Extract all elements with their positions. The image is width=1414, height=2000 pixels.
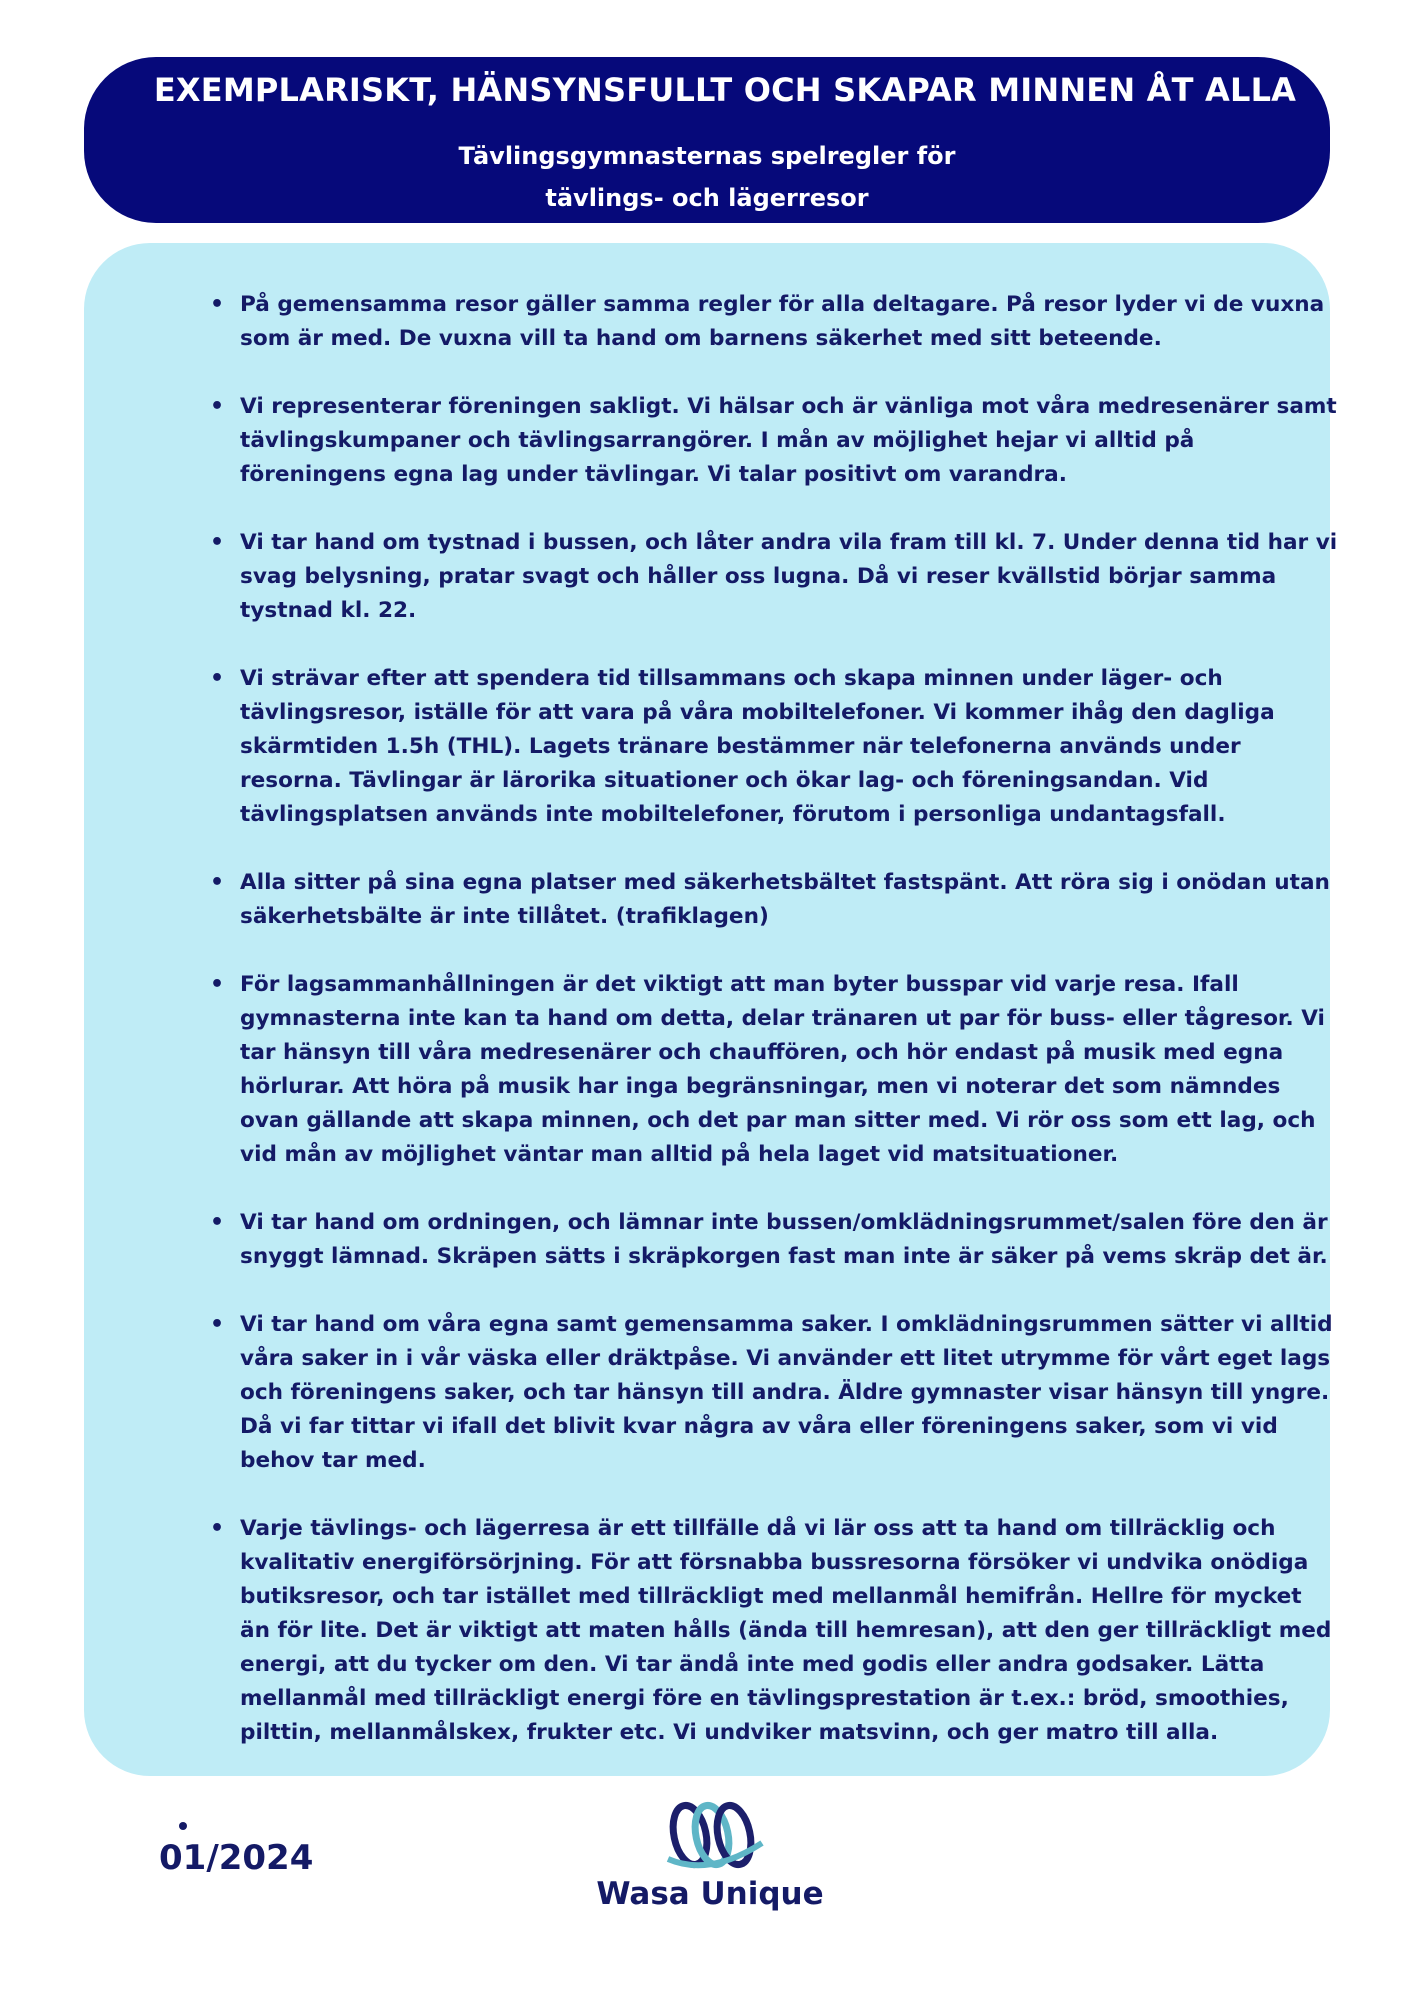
bullet-icon: •: [210, 292, 225, 317]
rule-text-line: För lagsammanhållningen är det viktigt att man byter busspar vid varje resa. Ifall: [240, 972, 1239, 997]
rule-text-line: hörlurar. Att höra på musik har inga begränsningar, men vi noterar det som nämndes: [240, 1074, 1281, 1099]
rule-text-line: kvalitativ energiförsörjning. För att försnabba bussresorna försöker vi undvika onödiga: [240, 1550, 1309, 1575]
rule-item: [210, 1512, 1332, 1750]
rule-item: [210, 1206, 1328, 1274]
rule-text-line: vid mån av möjlighet väntar man alltid på hela laget vid matsituationer.: [240, 1142, 1119, 1167]
rule-text-line: energi, att du tycker om den. Vi tar ändå inte med godis eller andra godsaker. Lätta: [240, 1652, 1265, 1677]
rule-text-line: tävlingsplatsen används inte mobiltelefoner, förutom i personliga undantagsfall.: [240, 802, 1226, 827]
rule-text-line: ovan gällande att skapa minnen, och det par man sitter med. Vi rör oss som ett lag, och: [240, 1108, 1316, 1133]
rule-text-line: resorna. Tävlingar är lärorika situationer och ökar lag- och föreningsandan. Vid: [240, 768, 1209, 793]
bullet-icon: •: [210, 1516, 225, 1541]
rule-text-line: tävlingskumpaner och tävlingsarrangörer. I mån av möjlighet hejar vi alltid på: [240, 428, 1195, 453]
rule-text-line: På gemensamma resor gäller samma regler för alla deltagare. På resor lyder vi de vuxna: [240, 292, 1325, 317]
subtitle-line-2: tävlings- och lägerresor: [545, 184, 869, 212]
rule-text-line: tystnad kl. 22.: [240, 598, 417, 623]
bullet-icon: •: [210, 666, 225, 691]
rule-text-line: tar hänsyn till våra medresenärer och chauffören, och hör endast på musik med egna: [240, 1040, 1284, 1065]
rule-item: [210, 662, 1280, 832]
rule-text-line: gymnasterna inte kan ta hand om detta, delar tränaren ut par för buss- eller tågresor. Vi: [240, 1006, 1325, 1031]
rule-text-line: butiksresor, och tar istället med tillräckligt med mellanmål hemifrån. Hellre för mycket: [240, 1584, 1302, 1609]
rule-text-line: Vi tar hand om tystnad i bussen, och låter andra vila fram till kl. 7. Under denna tid har vi: [240, 530, 1338, 555]
subtitle-line-1: Tävlingsgymnasternas spelregler för: [458, 142, 956, 170]
bullet-icon: •: [210, 394, 225, 419]
rule-item: [210, 288, 1325, 356]
rule-text-line: svag belysning, pratar svagt och håller oss lugna. Då vi reser kvällstid börjar samma: [240, 564, 1277, 589]
rule-text-line: Vi representerar föreningen sakligt. Vi hälsar och är vänliga mot våra medresenärer samt: [240, 394, 1337, 419]
bullet-icon: •: [210, 870, 225, 895]
rule-text-line: våra saker in i vår väska eller dräktpåse. Vi använder ett litet utrymme för vårt eget lags: [240, 1346, 1331, 1371]
rule-text-line: säkerhetsbälte är inte tillåtet. (trafiklagen): [240, 904, 769, 929]
rule-item: [210, 390, 1337, 492]
footer-bullet-dot: [179, 1822, 187, 1830]
page-title: EXEMPLARISKT, HÄNSYNSFULLT OCH SKAPAR MINNEN ÅT ALLA: [153, 71, 1297, 109]
rule-text-line: Vi tar hand om ordningen, och lämnar inte bussen/omklädningsrummet/salen före den är: [240, 1210, 1328, 1235]
rule-text-line: Alla sitter på sina egna platser med säkerhetsbältet fastspänt. Att röra sig i onödan utan: [240, 870, 1330, 895]
rule-text-line: Vi strävar efter att spendera tid tillsammans och skapa minnen under läger- och: [240, 666, 1223, 691]
rule-text-line: behov tar med.: [240, 1448, 426, 1473]
bullet-icon: •: [210, 972, 225, 997]
rule-item: [210, 1308, 1333, 1478]
header-banner: [84, 57, 1330, 223]
rule-text-line: tävlingsresor, iställe för att vara på våra mobiltelefoner. Vi kommer ihåg den dagliga: [240, 700, 1275, 725]
rule-item: [210, 526, 1338, 628]
brand-name: Wasa Unique: [596, 1876, 824, 1912]
bullet-icon: •: [210, 530, 225, 555]
rule-text-line: pilttin, mellanmålskex, frukter etc. Vi undviker matsvinn, och ger matro till alla.: [240, 1720, 1219, 1745]
rule-text-line: Varje tävlings- och lägerresa är ett tillfälle då vi lär oss att ta hand om tillräcklig och: [240, 1516, 1276, 1541]
rule-text-line: som är med. De vuxna vill ta hand om barnens säkerhet med sitt beteende.: [240, 326, 1162, 351]
rule-item: [210, 866, 1330, 934]
bullet-icon: •: [210, 1312, 225, 1337]
wasa-unique-logo-icon: [660, 1797, 770, 1873]
rule-text-line: snyggt lämnad. Skräpen sätts i skräpkorgen fast man inte är säker på vems skräp det är.: [240, 1244, 1328, 1269]
footer-date: 01/2024: [159, 1838, 314, 1878]
rules-panel: [84, 243, 1338, 1776]
rule-text-line: Vi tar hand om våra egna samt gemensamma saker. I omklädningsrummen sätter vi alltid: [240, 1312, 1333, 1337]
rule-item: [210, 968, 1325, 1172]
rule-text-line: Då vi far tittar vi ifall det blivit kvar några av våra eller föreningens saker, som vi vid: [240, 1414, 1278, 1439]
bullet-icon: •: [210, 1210, 225, 1235]
rule-text-line: skärmtiden 1.5h (THL). Lagets tränare bestämmer när telefonerna används under: [240, 734, 1241, 759]
rule-text-line: än för lite. Det är viktigt att maten hålls (ända till hemresan), att den ger tillräckligt med: [240, 1618, 1332, 1643]
rule-text-line: föreningens egna lag under tävlingar. Vi talar positivt om varandra.: [240, 462, 1067, 487]
rules-list: [210, 288, 1338, 1784]
rule-text-line: och föreningens saker, och tar hänsyn till andra. Äldre gymnaster visar hänsyn till yngre.: [240, 1380, 1330, 1405]
rule-text-line: mellanmål med tillräckligt energi före en tävlingsprestation är t.ex.: bröd, smoothies,: [240, 1686, 1289, 1711]
page-subtitle: [84, 135, 1330, 219]
